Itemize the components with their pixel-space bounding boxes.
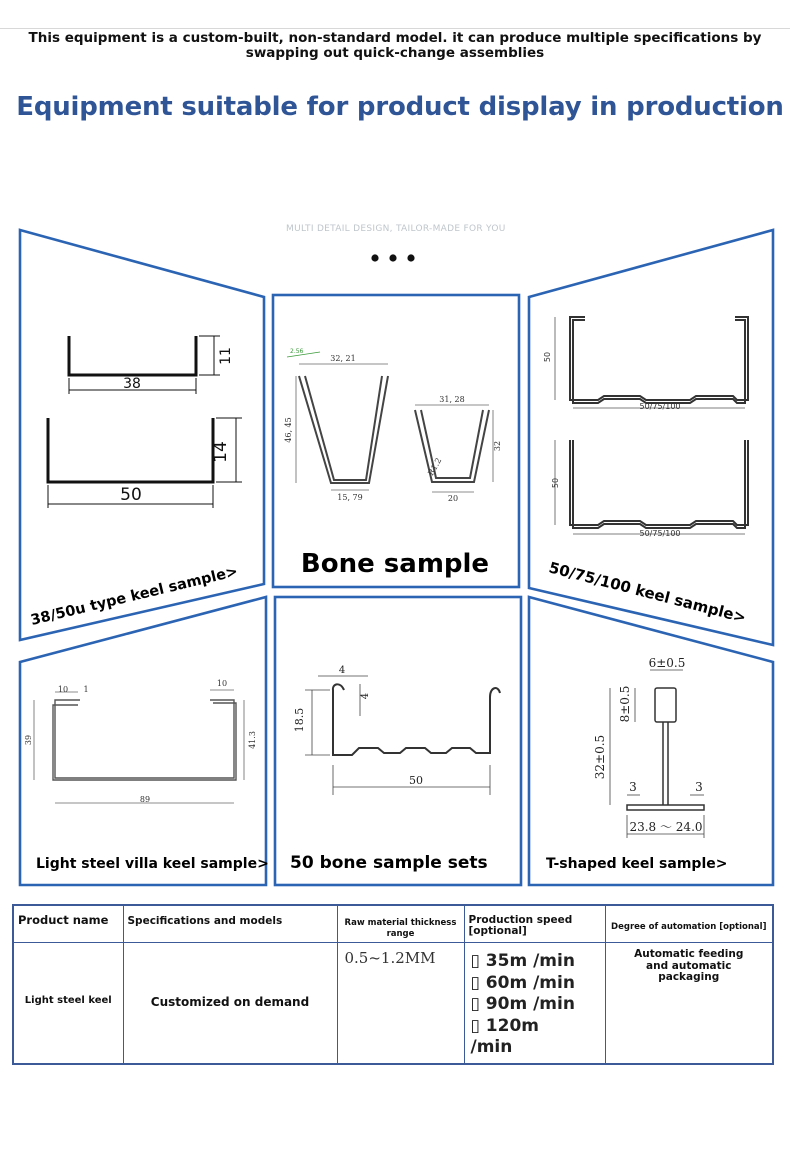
showcase-tagline: MULTI DETAIL DESIGN, TAILOR-MADE FOR YOU — [286, 224, 506, 234]
panel-frame-keel-50-75-100 — [529, 230, 773, 645]
checkbox-icon: ▯ — [470, 1015, 480, 1036]
dim-villa-lip-right: 10 — [216, 679, 228, 688]
dim-bone2-height: 32 — [493, 440, 502, 452]
cell-speed — [464, 943, 605, 1065]
caption-keel-50-75-100: 50/75/100 keel sample> — [546, 558, 748, 627]
dim-villa-height-left: 39 — [24, 734, 33, 746]
panel-frame-bone50 — [275, 597, 521, 885]
dim-bone2-radius: R1.2 — [426, 456, 444, 478]
caption-villa-keel: Light steel villa keel sample> — [36, 856, 269, 872]
dim-u50-height: 14 — [211, 441, 231, 463]
dim-bone50-lip-width: 4 — [338, 665, 346, 676]
dim-bone-height: 46, 45 — [284, 417, 293, 443]
u-keel-50-dimensions — [48, 418, 242, 508]
caption-bone50-sets: 50 bone sample sets — [290, 853, 488, 873]
panel-frame-keel-38-50 — [20, 230, 264, 640]
header-thickness: Raw material thickness range — [337, 905, 464, 943]
spec-table-header — [13, 905, 773, 943]
panel-frame-t-keel — [529, 597, 773, 885]
dim-t-height: 32±0.5 — [593, 734, 607, 780]
custom-equipment-notice: This equipment is a custom-built, non-standard model. it can produce multiple specifications by swapping out quick-change assemblies — [28, 30, 762, 61]
checkbox-icon: ▯ — [470, 994, 480, 1014]
dim-t-flange-left: 3 — [629, 780, 637, 794]
dim-bone50-height: 18.5 — [293, 707, 306, 733]
panel-frame-villa — [20, 597, 266, 885]
caption-bone-sample: Bone sample — [300, 549, 490, 579]
c-keel-upper-drawing — [570, 317, 748, 403]
u-keel-50-drawing — [48, 418, 213, 482]
dim-c-keel-upper-width: 50/75/100 — [639, 402, 681, 411]
bone50-profile-drawing — [333, 684, 500, 755]
cell-product: Light steel keel — [13, 943, 123, 1065]
section-headline: Equipment suitable for product display in production — [16, 92, 784, 122]
t-keel-drawing — [627, 688, 704, 810]
dim-u50-width: 50 — [120, 485, 142, 505]
pagination-dots — [371, 254, 414, 261]
speed-option: ▯ 120m — [470, 1015, 539, 1036]
header-specifications: Specifications and models — [123, 905, 337, 943]
dim-villa-thickness: 1 — [83, 685, 89, 694]
dim-bone-top: 32, 21 — [330, 354, 356, 363]
dim-c-keel-lower-width: 50/75/100 — [639, 529, 681, 538]
bone-profile-drawing — [299, 376, 489, 483]
dim-villa-lip-left: 10 — [57, 685, 69, 694]
dim-u38-width: 38 — [123, 376, 141, 392]
dim-c-keel-lower-height: 50 — [551, 477, 560, 489]
dim-bone-note: 2.56 — [290, 348, 304, 355]
dim-bone50-width: 50 — [409, 774, 423, 787]
t-keel-dimensions — [610, 670, 704, 838]
cell-specs: Customized on demand — [123, 943, 337, 1065]
header-automation: Degree of automation [optional] — [605, 905, 773, 943]
dim-bone-bottom: 15, 79 — [337, 493, 363, 502]
spec-table — [12, 904, 774, 1065]
bone-dimensions — [287, 352, 493, 492]
c-keel-lower-drawing — [570, 440, 748, 528]
dim-t-flange-right: 3 — [695, 780, 703, 794]
caption-keel-38-50: 38/50u type keel sample> — [29, 563, 240, 629]
dim-t-width: 23.8 ～ 24.0 — [629, 820, 703, 834]
header-speed: Production speed [optional] — [464, 905, 605, 943]
dim-bone2-top: 31, 28 — [439, 395, 465, 404]
checkbox-icon: ▯ — [470, 972, 480, 993]
dim-villa-width: 89 — [139, 795, 151, 804]
checkbox-icon: ▯ — [470, 951, 480, 971]
c-keel-lower-dimensions — [555, 440, 745, 534]
dim-bone50-lip-height: 4 — [360, 692, 371, 700]
speed-option: ▯ 60m /min — [470, 972, 575, 993]
dim-c-keel-upper-height: 50 — [543, 351, 552, 363]
u-keel-38-dimensions — [69, 336, 220, 394]
dim-bone2-bottom: 20 — [447, 494, 459, 503]
panel-frame-bone — [273, 295, 519, 587]
caption-t-keel: T-shaped keel sample> — [546, 856, 728, 872]
speed-option: ▯ 90m /min — [470, 994, 575, 1014]
table-row — [13, 943, 773, 1065]
speed-unit-wrap: /min — [470, 1037, 513, 1057]
dim-t-top-height: 8±0.5 — [618, 685, 632, 723]
u-keel-38-drawing — [69, 336, 196, 375]
dim-villa-height-right: 41.3 — [248, 731, 257, 749]
cell-thickness: 0.5~1.2MM — [337, 943, 464, 1065]
c-keel-upper-dimensions — [555, 317, 745, 408]
header-product-name: Product name — [13, 905, 123, 943]
top-divider — [0, 28, 790, 29]
villa-keel-dimensions — [34, 690, 244, 803]
bone50-dimensions — [305, 676, 490, 795]
dim-u38-height: 11 — [218, 347, 234, 365]
villa-keel-drawing — [53, 700, 236, 780]
cell-automation: Automatic feeding and automatic packaging — [605, 943, 773, 1065]
speed-option: ▯ 35m /min — [470, 951, 575, 971]
dim-t-top-width: 6±0.5 — [648, 656, 686, 670]
